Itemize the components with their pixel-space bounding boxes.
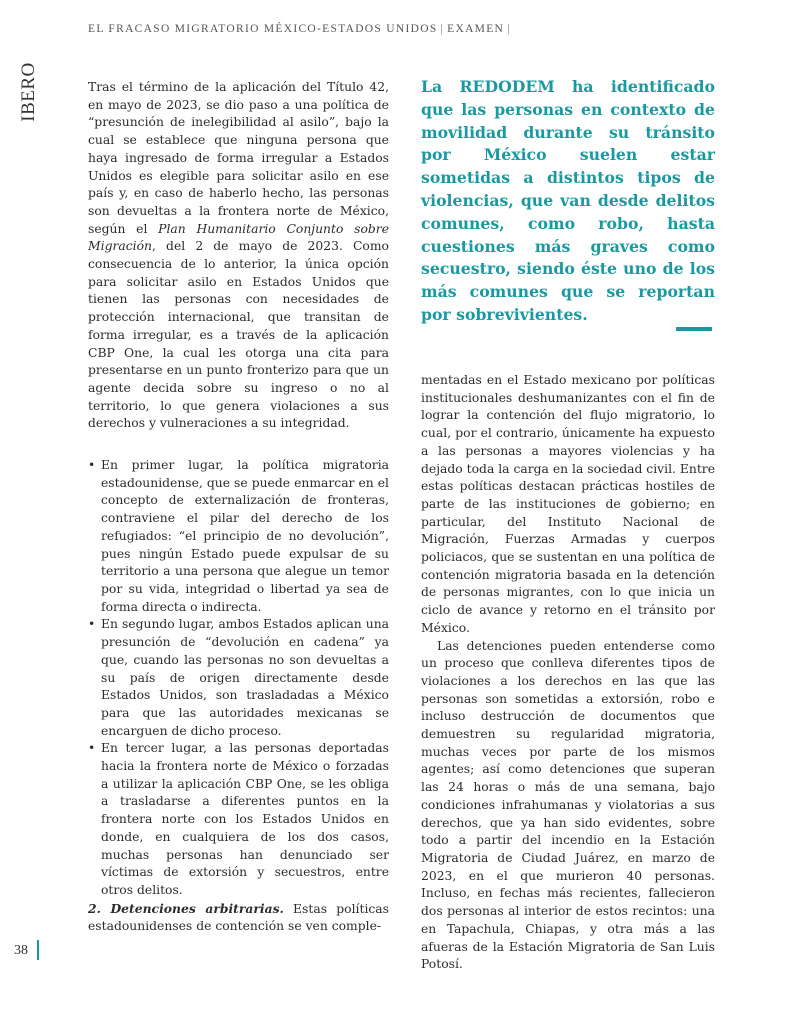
section-heading: 2. Detenciones arbitrarias. (88, 900, 284, 916)
section-label: EXAMEN (447, 23, 505, 35)
ibero-label: IBERO (18, 62, 39, 122)
left-column (88, 79, 389, 936)
bullet-item: • En primer lugar, la política migratoria estadounidense, que se puede enmarcar en el concepto de externalización de fronteras, contraviene el pilar del derecho de los refugiados: “el principio de no devolución”, pues ningún Estado puede expulsar de su territorio a una persona que alegue un temor por su vida, integridad o libertad ya sea de forma directa o indirecta. (88, 457, 389, 616)
header-separator-end: | (507, 23, 511, 35)
bullet-item: • En tercer lugar, a las personas deportadas hacia la frontera norte de México o forzadas a utilizar la aplicación CBP One, se les obliga a trasladarse a diferentes puntos en la frontera norte con los Estados Unidos en donde, en cualquiera de los dos casos, muchas personas han denunciado ser víctimas de extorsión y secuestros, entre otros delitos. (88, 740, 389, 899)
page-number-bar (37, 940, 39, 960)
body-paragraph (88, 79, 389, 433)
pull-quote: La REDODEM ha identificado que las personas en contexto de movilidad durante su tránsito por México suelen estar sometidas a distintos tipos de violencias, que van desde delitos comunes, como robo, hasta cuestiones más graves como secuestro, siendo éste uno de los más comunes que se reportan por sobrevivientes. (421, 77, 715, 324)
plan-title-italic: Plan Humanitario Conjunto sobre Migración (88, 221, 389, 254)
header-separator: | (440, 23, 445, 35)
bullet-item: • En segundo lugar, ambos Estados aplican una presunción de “devolución en cadena” ya que, cuando las personas no son devueltas a su país de origen directamente desde Estados Unidos, son trasladadas a México para que las autoridades mexicanas se encarguen de dicho proceso. (88, 616, 389, 740)
pull-quote-rule (676, 327, 712, 331)
body-paragraph: mentadas en el Estado mexicano por políticas institucionales deshumanizantes con el fin de lograr la contención del flujo migratorio, lo cual, por el contrario, únicamente ha expuesto a las personas a mayores violencias y ha dejado toda la carga en la sociedad civil. Entre estas políticas destacan prácticas hostiles de parte de las instituciones de gobierno; en particular, del Instituto Nacional de Migración, Fuerzas Armadas y cuerpos policiacos, que se sustentan en una política de contención migratoria basada en la detención de personas migrantes, con lo que inicia un ciclo de avance y retorno en el tránsito por México. (421, 373, 715, 635)
paragraph-text-continued: , del 2 de mayo de 2023. Como consecuencia de lo anterior, la única opción para solicitar asilo en Estados Unidos que tienen las personas con necesidades de protección internacional, que transitan de forma irregular, es a través de la aplicación CBP One, la cual les otorga una cita para presentarse en un punto fronterizo para que un agente decida sobre su ingreso o no al territorio, lo que genera violaciones a sus derechos y vulneraciones a su integridad. (88, 239, 389, 431)
running-header (88, 23, 708, 35)
bullet-list (88, 457, 389, 900)
page-number: 38 (14, 943, 28, 958)
section-paragraph (88, 900, 389, 936)
paragraph-text: Tras el término de la aplicación del Título 42, en mayo de 2023, se dio paso a una política de “presunción de inelegibilidad al asilo”, bajo la cual se establece que ninguna persona que haya ingresado de forma irregular a Estados Unidos es elegible para solicitar asilo en ese país y, en caso de haberlo hecho, las personas son devueltas a la frontera norte de México, según el (88, 80, 389, 236)
section-text: Estas políticas estadounidenses de contención se ven comple- (88, 901, 389, 934)
running-title: EL FRACASO MIGRATORIO MÉXICO-ESTADOS UNIDOS (88, 23, 438, 35)
side-label (14, 60, 44, 124)
body-paragraph: Las detenciones pueden entenderse como un proceso que conlleva diferentes tipos de violaciones a los derechos en las que las personas son sometidas a extorsión, robo e incluso destrucción de documentos que demuestren su regularidad migratoria, muchas veces por parte de los mismos agentes; así como detenciones que superan las 24 horas o más de una semana, bajo condiciones infrahumanas y violatorias a sus derechos, que ya han sido evidentes, sobre todo a partir del incendio en la Estación Migratoria de Ciudad Juárez, en marzo de 2023, en el que murieron 40 personas. Incluso, en fechas más recientes, fallecieron dos personas al interior de estos recintos: una en Tapachula, Chiapas, y otra más a las afueras de la Estación Migratoria de San Luis Potosí. (421, 638, 715, 972)
right-column (421, 372, 715, 974)
